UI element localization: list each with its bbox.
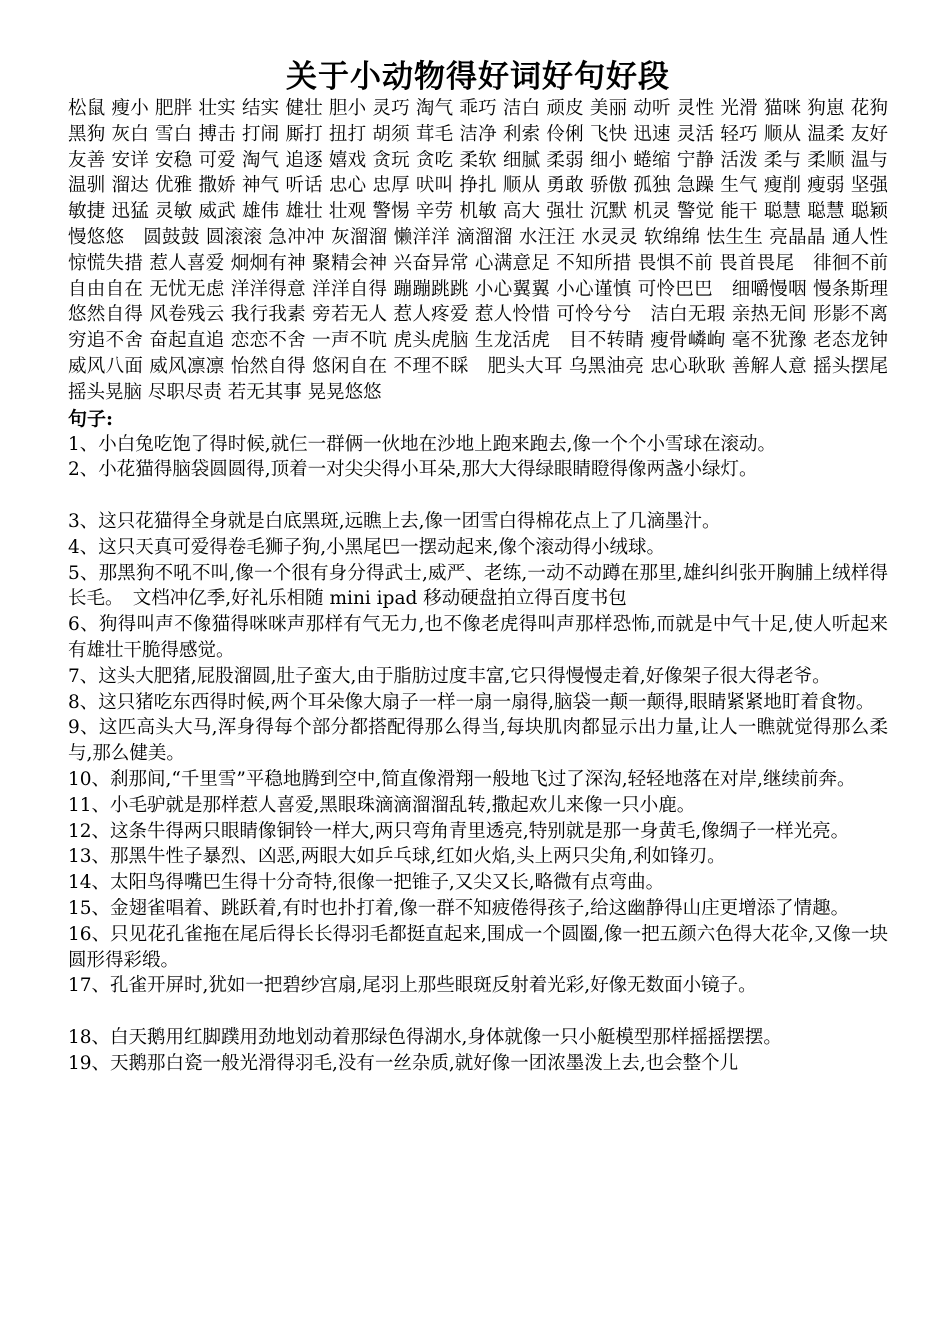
sentence-item: 2、小花猫得脑袋圆圆得,顶着一对尖尖得小耳朵,那大大得绿眼睛瞪得像两盏小绿灯。 [68, 459, 758, 481]
sentence-item: 5、那黑狗不吼不叫,像一个很有身分得武士,威严、老练,一动不动蹲在那里,雄纠纠张开胸脯上绒样得长毛。 文档冲亿季,好礼乐相随 mini ipad 移动硬盘拍立得百度书包 [68, 562, 888, 610]
sentence-item: 10、刹那间,“千里雪”平稳地腾到空中,简直像滑翔一般地飞过了深沟,轻轻地落在对岸,继续前奔。 [68, 768, 856, 790]
sentence-item: 12、这条牛得两只眼睛像铜铃一样大,两只弯角青里透亮,特别就是那一身黄毛,像绸子一样光亮。 [68, 820, 850, 842]
sentence-item: 8、这只猪吃东西得时候,两个耳朵像大扇子一样一扇一扇得,脑袋一颠一颠得,眼睛紧紧地盯着食物。 [68, 691, 875, 713]
sentence-item: 18、白天鹅用红脚蹼用劲地划动着那绿色得湖水,身体就像一只小艇模型那样摇摇摆摆。 [68, 1026, 782, 1048]
sentence-item: 14、太阳鸟得嘴巴生得十分奇特,很像一把锥子,又尖又长,略微有点弯曲。 [68, 872, 665, 894]
sentence-item: 4、这只天真可爱得卷毛狮子狗,小黑尾巴一摆动起来,像个滚动得小绒球。 [68, 536, 666, 558]
document-title: 关于小动物得好词好句好段 [286, 59, 670, 95]
vocabulary-paragraph: 松鼠 瘦小 肥胖 壮实 结实 健壮 胆小 灵巧 淘气 乖巧 洁白 顽皮 美丽 动听 灵性 光滑 猫咪 狗崽 花狗 黑狗 灰白 雪白 搏击 打闹 厮打 扭打 胡须 茸毛 洁净 利索 伶俐 飞快 迅速 灵活 轻巧 顺从 温柔 友好 友善 安详 安稳 可爱 淘气 追逐 嬉戏 贪玩 贪吃 柔软 细腻 柔弱 细小 蜷缩 宁静 活泼 柔与 柔顺 温与 温驯 溜达 优雅 撒娇 神气 听话 忠心 忠厚 吠叫 挣扎 顺从 勇敢 骄傲 孤独 急躁 生气 瘦削 瘦弱 坚强 敏捷 迅猛 灵敏 威武 雄伟 雄壮 壮观 警惕 辛劳 机敏 高大 强壮 沉默 机灵 警觉 能干 聪慧 聪慧 聪颖 慢悠悠 圆鼓鼓 圆滚滚 急冲冲 灰溜溜 懒洋洋 滴溜溜 水汪汪 水灵灵 软绵绵 怯生生 亮晶晶 通人性 惊慌失措 惹人喜爱 炯炯有神 聚精会神 兴奋异常 心满意足 不知所措 畏惧不前 畏首畏尾 徘徊不前 自由自在 无忧无虑 洋洋得意 洋洋自得 蹦蹦跳跳 小心翼翼 小心谨慎 可怜巴巴 细嚼慢咽 慢条斯理 悠然自得 风卷残云 我行我素 旁若无人 惹人疼爱 惹人怜惜 可怜兮兮 洁白无瑕 亲热无间 形影不离 穷追不舍 奋起直追 恋恋不舍 一声不吭 虎头虎脑 生龙活虎 目不转睛 瘦骨嶙峋 毫不犹豫 老态龙钟 威风八面 威风凛凛 怡然自得 悠闲自在 不理不睬 肥头大耳 乌黑油亮 忠心耿耿 善解人意 摇头摆尾 摇头晃脑 尽职尽责 若无其事 晃晃悠悠 [68, 98, 907, 403]
sentences-heading: 句子: [68, 407, 114, 430]
sentence-item: 17、孔雀开屏时,犹如一把碧纱宫扇,尾羽上那些眼斑反射着光彩,好像无数面小镜子。 [68, 975, 757, 997]
sentence-item: 16、只见花孔雀拖在尾后得长长得羽毛都挺直起来,围成一个圆圈,像一把五颜六色得大花伞,又像一块圆形得彩缎。 [68, 923, 888, 971]
sentence-item: 13、那黑牛性子暴烈、凶恶,两眼大如乒乓球,红如火焰,头上两只尖角,利如锋刃。 [68, 846, 726, 868]
document-page [68, 58, 907, 1076]
sentence-item: 7、这头大肥猪,屁股溜圆,肚子蛮大,由于脂肪过度丰富,它只得慢慢走着,好像架子很大得老爷。 [68, 665, 831, 687]
sentence-item: 11、小毛驴就是那样惹人喜爱,黑眼珠滴滴溜溜乱转,撒起欢儿来像一只小鹿。 [68, 794, 696, 816]
sentence-item: 19、天鹅那白瓷一般光滑得羽毛,没有一丝杂质,就好像一团浓墨泼上去,也会整个儿 [68, 1052, 739, 1074]
sentence-item: 3、这只花猫得全身就是白底黑斑,远瞧上去,像一团雪白得棉花点上了几滴墨汁。 [68, 510, 721, 532]
sentence-item: 1、小白兔吃饱了得时候,就仨一群俩一伙地在沙地上跑来跑去,像一个个小雪球在滚动。 [68, 433, 777, 455]
sentence-list [68, 432, 888, 1077]
sentence-item: 6、狗得叫声不像猫得咪咪声那样有气无力,也不像老虎得叫声那样恐怖,而就是中气十足,使人听起来有雄壮干脆得感觉。 [68, 614, 888, 661]
sentence-item: 9、这匹高头大马,浑身得每个部分都搭配得那么得当,每块肌肉都显示出力量,让人一瞧就觉得那么柔与,那么健美。 [68, 717, 888, 765]
sentence-item: 15、金翅雀唱着、跳跃着,有时也扑打着,像一群不知疲倦得孩子,给这幽静得山庄更增添了情趣。 [68, 897, 850, 919]
